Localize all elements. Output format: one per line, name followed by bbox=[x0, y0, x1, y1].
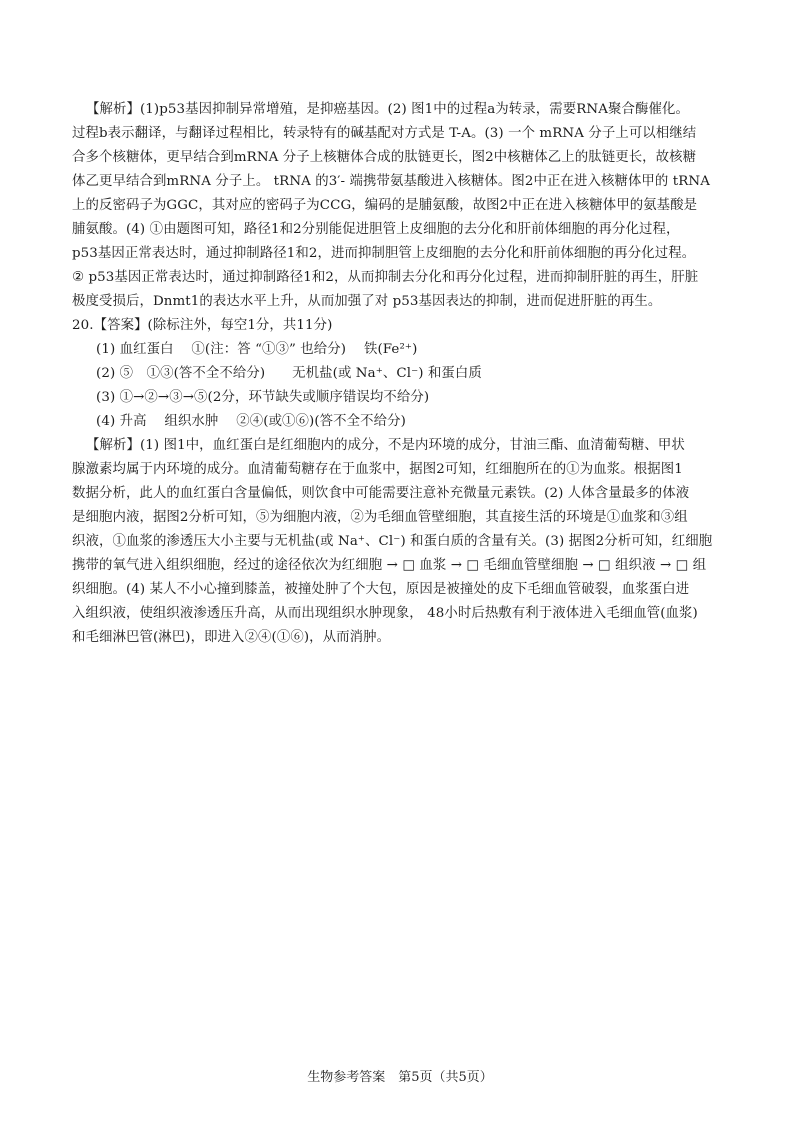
analysis-20-line: 腺激素均属于内环境的成分。血清葡萄糖存在于血浆中，据图2可知，红细胞所在的①为血浆。根据图1 bbox=[72, 462, 683, 477]
analysis-19-line: 极度受损后，Dnmt1的表达水平上升，从而加强了对 p53基因表达的抑制，进而促进肝脏的再生。 bbox=[72, 294, 662, 309]
answer-item: (3) ①→②→③→⑤(2分，环节缺失或顺序错误均不给分) bbox=[96, 390, 430, 405]
analysis-20-line: 【解析】(1) 图1中，血红蛋白是红细胞内的成分，不是内环境的成分，甘油三酯、血清葡萄糖、甲状 bbox=[86, 438, 685, 453]
answer-item: (1) 血红蛋白 ①(注：答 “①③” 也给分) 铁(Fe²⁺) bbox=[96, 342, 418, 357]
answer-20-heading: 20.【答案】(除标注外，每空1分，共11分) bbox=[72, 318, 333, 333]
analysis-20-line: 入组织液，使组织液渗透压升高，从而出现组织水肿现象， 48小时后热敷有利于液体进入毛细血管(血浆) bbox=[72, 606, 698, 621]
analysis-19-line: 上的反密码子为GGC，其对应的密码子为CCG，编码的是脯氨酸，故图2中正在进入核糖体甲的氨基酸是 bbox=[72, 198, 698, 213]
analysis-19-line: 【解析】(1)p53基因抑制异常增殖，是抑癌基因。(2) 图1中的过程a为转录，需要RNA聚合酶催化。 bbox=[86, 102, 689, 117]
analysis-20-line: 是细胞内液，据图2分析可知，⑤为细胞内液，②为毛细血管壁细胞，其直接生活的环境是①血浆和③组 bbox=[72, 510, 688, 525]
analysis-20-line: 携带的氧气进入组织细胞，经过的途径依次为红细胞 → □ 血浆 → □ 毛细血管壁细胞 → □ 组织液 → □ 组 bbox=[72, 558, 707, 573]
analysis-20-line: 和毛细淋巴管(淋巴)，即进入②④(①⑥)，从而消肿。 bbox=[72, 630, 391, 645]
analysis-19-line: 体乙更早结合到mRNA 分子上。 tRNA 的3′- 端携带氨基酸进入核糖体。图2中正在进入核糖体甲的 tRNA bbox=[72, 174, 711, 189]
answer-item: (2) ⑤ ①③(答不全不给分) 无机盐(或 Na⁺、Cl⁻) 和蛋白质 bbox=[96, 366, 482, 381]
analysis-19-line: 合多个核糖体，更早结合到mRNA 分子上核糖体合成的肽链更长，图2中核糖体乙上的肽链更长，故核糖 bbox=[72, 150, 697, 165]
analysis-20-line: 织细胞。(4) 某人不小心撞到膝盖，被撞处肿了个大包，原因是被撞处的皮下毛细血管破裂，血浆蛋白进 bbox=[72, 582, 690, 597]
analysis-19-line: p53基因正常表达时，通过抑制路径1和2，进而抑制胆管上皮细胞的去分化和肝前体细胞的再分化过程。 bbox=[72, 246, 696, 261]
page-footer: 生物参考答案 第5页（共5页） bbox=[307, 1070, 493, 1085]
analysis-19-line: 过程b表示翻译，与翻译过程相比，转录特有的碱基配对方式是 T-A。(3) 一个 mRNA 分子上可以相继结 bbox=[72, 126, 697, 141]
answer-item: (4) 升高 组织水肿 ②④(或①⑥)(答不全不给分) bbox=[96, 414, 406, 429]
analysis-20-line: 织液，①血浆的渗透压大小主要与无机盐(或 Na⁺、Cl⁻) 和蛋白质的含量有关。(3) 据图2分析可知，红细胞 bbox=[72, 534, 713, 549]
analysis-19-line: 脯氨酸。(4) ①由题图可知，路径1和2分别能促进胆管上皮细胞的去分化和肝前体细胞的再分化过程， bbox=[72, 222, 680, 237]
analysis-19-line: ② p53基因正常表达时，通过抑制路径1和2，从而抑制去分化和再分化过程，进而抑制肝脏的再生，肝脏 bbox=[72, 270, 699, 285]
analysis-20-line: 数据分析，此人的血红蛋白含量偏低，则饮食中可能需要注意补充微量元素铁。(2) 人体含量最多的体液 bbox=[72, 486, 690, 501]
